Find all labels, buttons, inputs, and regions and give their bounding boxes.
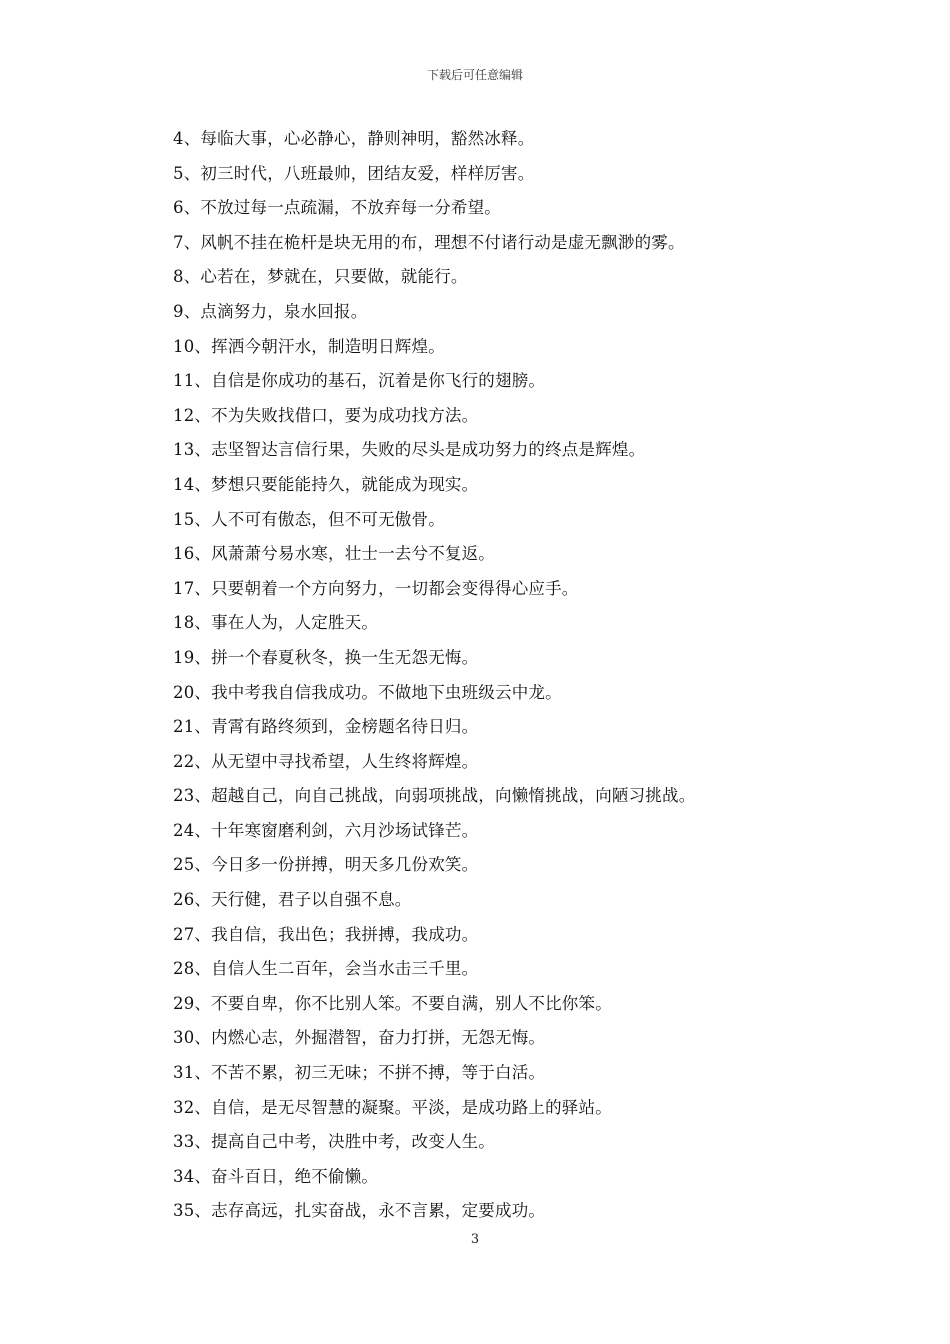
list-item: 25、今日多一份拼搏，明天多几份欢笑。 <box>173 855 479 875</box>
list-item: 23、超越自己，向自己挑战，向弱项挑战，向懒惰挑战，向陋习挑战。 <box>173 786 696 806</box>
list-item: 30、内燃心志，外掘潜智，奋力打拼，无怨无悔。 <box>173 1028 546 1048</box>
list-item: 17、只要朝着一个方向努力，一切都会变得得心应手。 <box>173 578 579 598</box>
list-item: 6、不放过每一点疏漏，不放弃每一分希望。 <box>173 198 501 218</box>
list-item: 16、风萧萧兮易水寒，壮士一去兮不复返。 <box>173 544 495 564</box>
list-item: 21、青霄有路终须到，金榜题名待日归。 <box>173 717 479 737</box>
list-item: 7、风帆不挂在桅杆是块无用的布，理想不付诸行动是虚无飘渺的雾。 <box>173 232 685 252</box>
list-item: 22、从无望中寻找希望，人生终将辉煌。 <box>173 751 479 771</box>
list-item: 20、我中考我自信我成功。不做地下虫班级云中龙。 <box>173 682 562 702</box>
list-item: 29、不要自卑，你不比别人笨。不要自满，别人不比你笨。 <box>173 993 612 1013</box>
list-item: 18、事在人为，人定胜天。 <box>173 613 379 633</box>
list-item: 28、自信人生二百年，会当水击三千里。 <box>173 959 479 979</box>
list-item: 35、志存高远，扎实奋战，永不言累，定要成功。 <box>173 1201 546 1221</box>
list-item: 27、我自信，我出色；我拼搏，我成功。 <box>173 924 479 944</box>
list-item: 14、梦想只要能能持久，就能成为现实。 <box>173 474 479 494</box>
list-item: 24、十年寒窗磨利剑，六月沙场试锋芒。 <box>173 820 479 840</box>
list-item: 4、每临大事，心必静心，静则神明，豁然冰释。 <box>173 129 535 148</box>
page-header: 下载后可任意编辑 <box>426 68 523 82</box>
list-item: 13、志坚智达言信行果，失败的尽头是成功努力的终点是辉煌。 <box>173 440 646 460</box>
list-item: 33、提高自己中考，决胜中考，改变人生。 <box>173 1132 495 1152</box>
list-item: 34、奋斗百日，绝不偷懒。 <box>173 1166 379 1186</box>
page-number: 3 <box>470 1232 480 1247</box>
list-item: 31、不苦不累，初三无味；不拼不搏，等于白活。 <box>173 1063 546 1083</box>
list-item: 26、天行健，君子以自强不息。 <box>173 890 412 910</box>
list-item: 32、自信，是无尽智慧的凝聚。平淡，是成功路上的驿站。 <box>173 1097 612 1117</box>
list-item: 12、不为失败找借口，要为成功找方法。 <box>173 405 479 425</box>
list-item: 15、人不可有傲态，但不可无傲骨。 <box>173 509 445 529</box>
list-item: 19、拼一个春夏秋冬，换一生无怨无悔。 <box>173 647 479 667</box>
list-item: 5、初三时代，八班最帅，团结友爱，样样厉害。 <box>173 163 535 183</box>
list-item: 11、自信是你成功的基石，沉着是你飞行的翅膀。 <box>173 371 546 391</box>
list-item: 10、挥洒今朝汗水，制造明日辉煌。 <box>173 336 445 356</box>
list-item: 8、心若在，梦就在，只要做，就能行。 <box>173 267 468 287</box>
slogan-list <box>173 122 695 1229</box>
list-item: 9、点滴努力，泉水回报。 <box>173 301 368 321</box>
